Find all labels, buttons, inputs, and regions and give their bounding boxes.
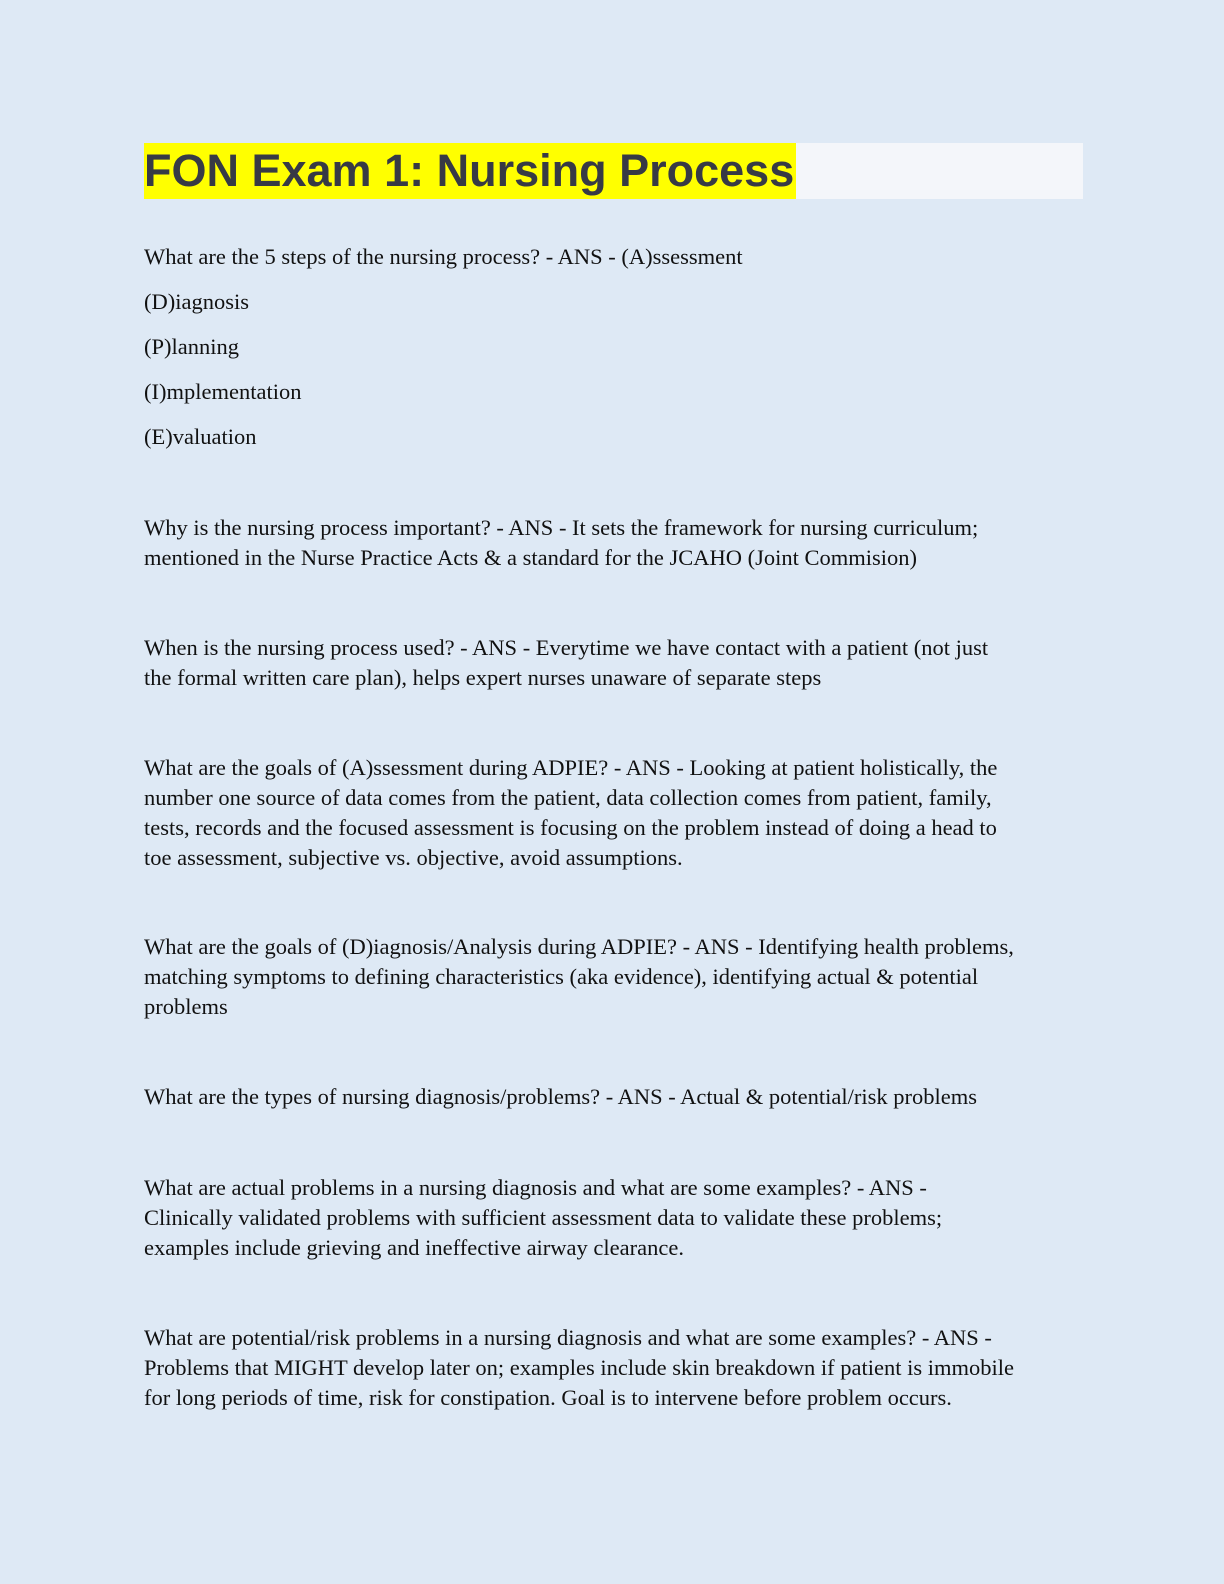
qa-line: number one source of data comes from the patient, data collection comes from patient, family, xyxy=(144,785,992,810)
qa-item xyxy=(144,753,1084,873)
document-body xyxy=(144,242,1084,1413)
qa-line: Clinically validated problems with sufficient assessment data to validate these problems; xyxy=(144,1205,943,1230)
page-title: FON Exam 1: Nursing Process xyxy=(144,143,796,199)
document-page xyxy=(144,143,1084,1413)
qa-item xyxy=(144,932,1084,1022)
qa-item xyxy=(144,1082,1084,1112)
qa-line: mentioned in the Nurse Practice Acts & a standard for the JCAHO (Joint Commision) xyxy=(144,545,917,570)
title-bar xyxy=(144,143,1083,199)
step-planning: (P)lanning xyxy=(144,334,239,359)
qa-line: What are the goals of (D)iagnosis/Analysis during ADPIE? - ANS - Identifying health problems, xyxy=(144,934,1014,959)
steps-question: What are the 5 steps of the nursing process? - ANS - (A)ssessment xyxy=(144,244,743,269)
qa-line: When is the nursing process used? - ANS - Everytime we have contact with a patient (not just xyxy=(144,635,989,660)
qa-item xyxy=(144,513,1084,573)
qa-line: for long periods of time, risk for constipation. Goal is to intervene before problem occurs. xyxy=(144,1385,952,1410)
qa-line: the formal written care plan), helps expert nurses unaware of separate steps xyxy=(144,665,822,690)
qa-line: Why is the nursing process important? - ANS - It sets the framework for nursing curriculum; xyxy=(144,515,979,540)
qa-line: examples include grieving and ineffective airway clearance. xyxy=(144,1235,684,1260)
step-evaluation: (E)valuation xyxy=(144,424,257,449)
steps-block xyxy=(144,242,1084,452)
qa-line: What are potential/risk problems in a nursing diagnosis and what are some examples? - ANS - xyxy=(144,1325,992,1350)
qa-line: Problems that MIGHT develop later on; examples include skin breakdown if patient is immobile xyxy=(144,1355,1015,1380)
qa-line: problems xyxy=(144,994,228,1019)
qa-line: matching symptoms to defining characteristics (aka evidence), identifying actual & potential xyxy=(144,964,979,989)
qa-item xyxy=(144,1323,1084,1413)
qa-line: toe assessment, subjective vs. objective, avoid assumptions. xyxy=(144,845,683,870)
qa-line: What are the goals of (A)ssessment during ADPIE? - ANS - Looking at patient holistically, the xyxy=(144,755,998,780)
qa-line: tests, records and the focused assessment is focusing on the problem instead of doing a head to xyxy=(144,815,997,840)
step-diagnosis: (D)iagnosis xyxy=(144,289,249,314)
step-implementation: (I)mplementation xyxy=(144,379,302,404)
qa-line: What are the types of nursing diagnosis/problems? - ANS - Actual & potential/risk problems xyxy=(144,1084,977,1109)
qa-item xyxy=(144,1173,1084,1263)
qa-line: What are actual problems in a nursing diagnosis and what are some examples? - ANS - xyxy=(144,1175,927,1200)
qa-item xyxy=(144,633,1084,693)
